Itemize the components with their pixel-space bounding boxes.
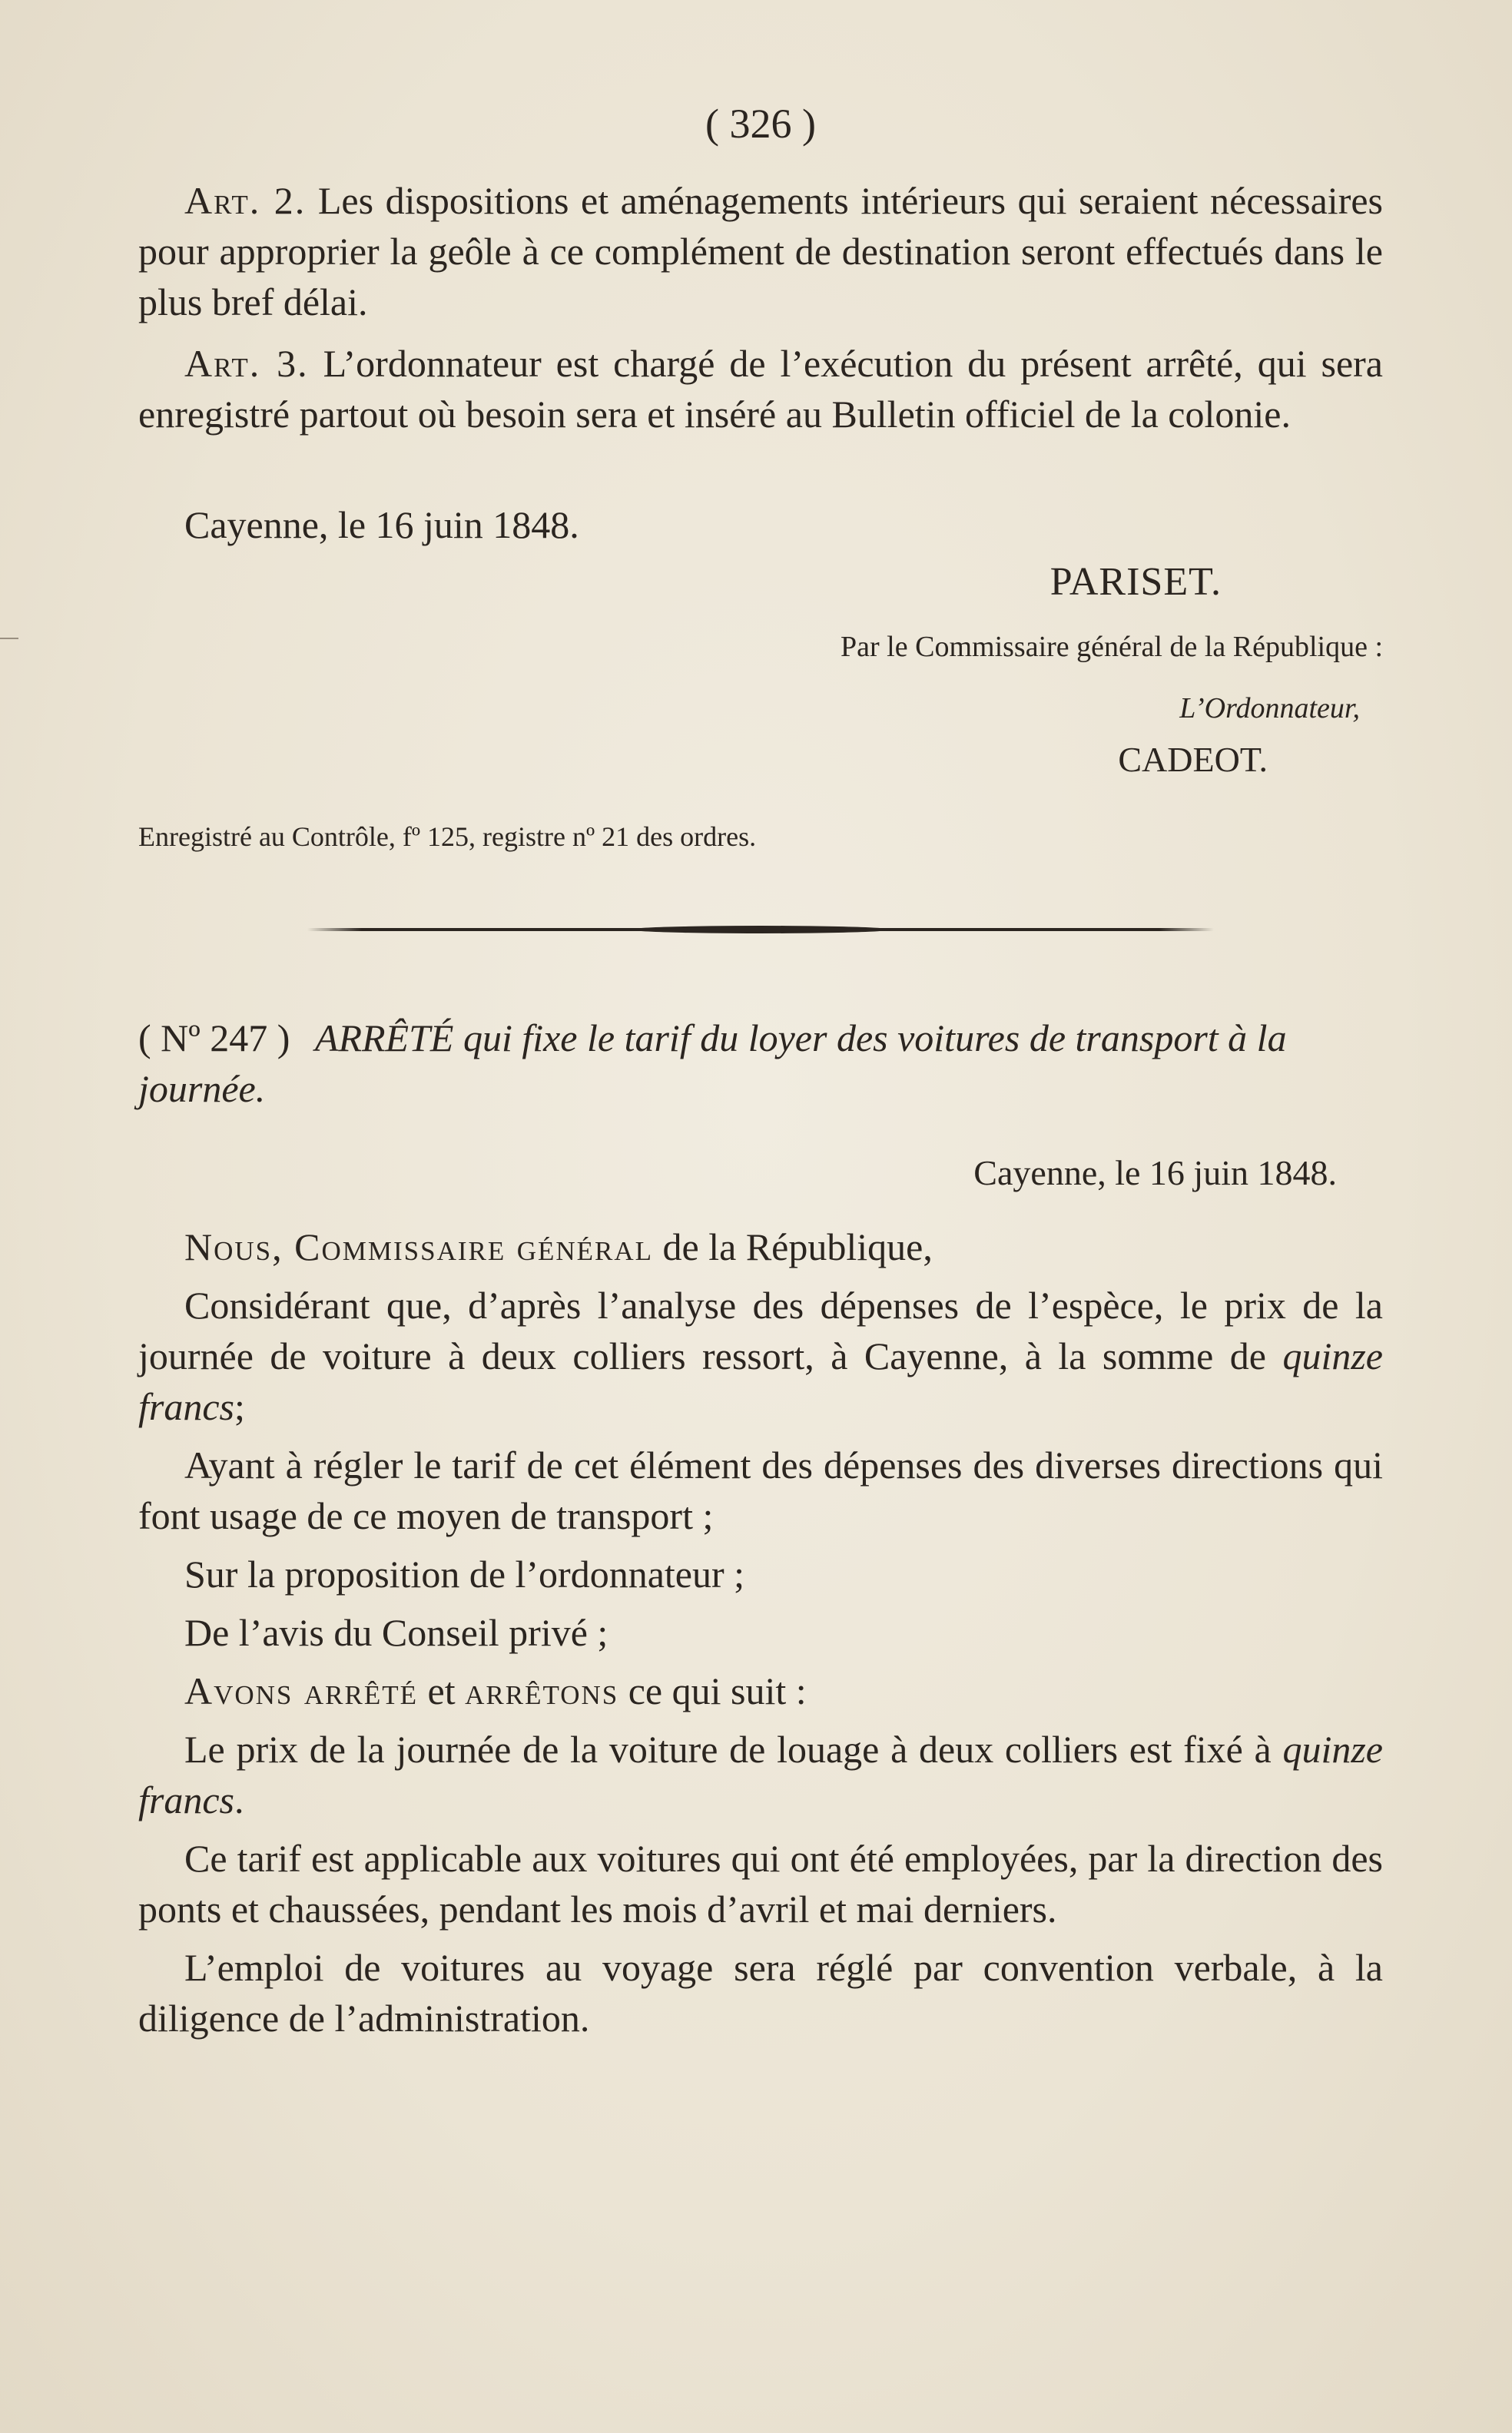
- ayant-paragraph: Ayant à régler le tarif de cet élément des dépenses des diverses directions qui font usage de ce moyen de transport ;: [138, 1444, 1383, 1537]
- margin-mark: [0, 638, 18, 639]
- signature-pariset: PARISET.: [1049, 560, 1222, 604]
- separator-rule-center: [630, 926, 891, 933]
- nous-line: Nous, Commissaire général de la République,: [184, 1225, 933, 1268]
- emploi-paragraph: L’emploi de voitures au voyage sera réglé par convention verbale, à la diligence de l’administration.: [138, 1946, 1383, 2040]
- article-2-label: Art. 2.: [184, 179, 307, 222]
- ordonnateur-title: L’Ordonnateur,: [1179, 692, 1360, 724]
- avis-conseil: De l’avis du Conseil privé ;: [184, 1611, 608, 1654]
- ordonnateur-name: CADEOT.: [1118, 740, 1268, 779]
- par-le-commissaire: Par le Commissaire général de la République :: [841, 631, 1383, 663]
- decree-heading: [138, 1013, 1383, 1114]
- article-3: [138, 338, 1383, 439]
- enregistrement: Enregistré au Contrôle, fº 125, registre nº 21 des ordres.: [138, 821, 757, 852]
- article-2: [138, 175, 1383, 327]
- article-3-label: Art. 3.: [184, 342, 309, 385]
- decree-date: Cayenne, le 16 juin 1848.: [973, 1153, 1337, 1192]
- page-number: ( 326 ): [705, 101, 816, 147]
- prix-paragraph: Le prix de la journée de la voiture de louage à deux colliers est fixé à quinze francs.: [138, 1728, 1383, 1821]
- decree-number: ( Nº 247 ): [138, 1016, 290, 1059]
- decree-body: [138, 1221, 1383, 2044]
- considerant-paragraph: Considérant que, d’après l’analyse des dépenses de l’espèce, le prix de la journée de voiture à deux colliers ressort, à Cayenne, à la somme de quinze francs;: [138, 1284, 1383, 1428]
- place-date: Cayenne, le 16 juin 1848.: [184, 503, 579, 546]
- avons-arrete: Avons arrêté et arrêtons ce qui suit :: [184, 1669, 807, 1712]
- tarif-paragraph: Ce tarif est applicable aux voitures qui ont été employées, par la direction des ponts et chaussées, pendant les mois d’avril et mai derniers.: [138, 1837, 1383, 1931]
- decree-title: ARRÊTÉ qui fixe le tarif du loyer des voitures de transport à la journée.: [138, 1016, 1287, 1110]
- article-2-text: Les dispositions et aménagements intérieurs qui seraient nécessaires pour approprier la geôle à ce complément de destination seront effectués dans le plus bref délai.: [138, 179, 1384, 323]
- article-3-text: L’ordonnateur est chargé de l’exécution du présent arrêté, qui sera enregistré partout où besoin sera et inséré au Bulletin officiel de la colonie.: [138, 342, 1384, 436]
- sur-proposition: Sur la proposition de l’ordonnateur ;: [184, 1553, 745, 1596]
